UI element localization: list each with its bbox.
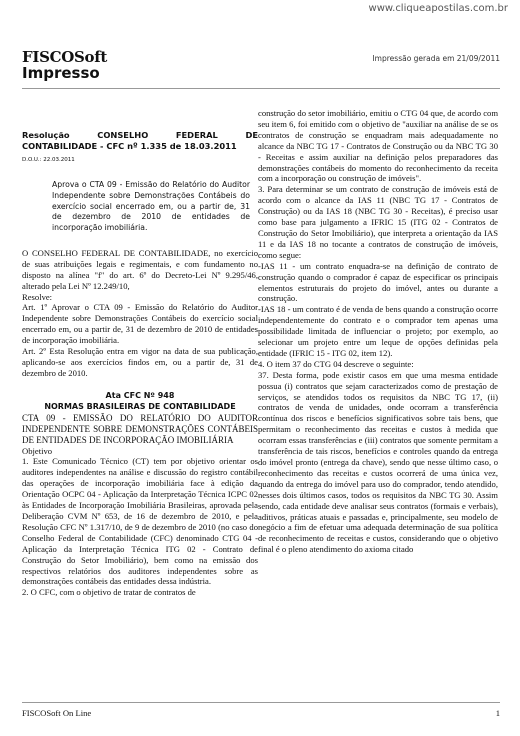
resolve-label: Resolve: <box>22 291 53 302</box>
item-2-continued: construção do setor imobiliário, emitiu o CTG 04 que, de acordo com seu item 6, foi emitido com o objetivo de "auxiliar na análise de se os contratos de construção se enquadram mais adequadamente no alcance da NBC TG 17 - Contratos de Construção ou da NBC TG 30 - Receitas e assim auxiliar na definição pelos preparadores das demonstrações contábeis do momento do reconhecimento da receita com a incorporação ou construção de imóveis". <box>258 108 498 184</box>
brand-subtitle: Impresso <box>22 64 100 82</box>
cta-title: CTA 09 - EMISSÃO DO RELATÓRIO DO AUDITOR INDEPENDENTE SOBRE DEMONSTRAÇÕES CONTÁBEIS DE ENTIDADES DE INCORPORAÇÃO IMOBILIÁRIA <box>22 412 258 445</box>
ias18-paragraph: -IAS 18 - um contrato é de venda de bens quando a construção ocorre independentemente do contrato e o comprador tem apenas uma possibilidade limitada de influenciar o projeto; por exemplo, ao selecionar um projeto entre um leque de opções definidas pela entidade (IFRIC 15 - ITG 02, item 12). <box>258 304 498 358</box>
objetivo-heading: Objetivo <box>22 445 53 456</box>
item-4: 4. O item 37 do CTG 04 descreve o seguinte: <box>258 358 414 369</box>
article-2: Art. 2º Esta Resolução entra em vigor na data de sua publicação, aplicando-se aos exercícios findos em, ou a partir de, 31 de dezembro de 2010. <box>22 346 258 378</box>
brand-name: FISCOSoft <box>22 48 108 66</box>
document-title-line1: Resolução CONSELHO FEDERAL DE <box>22 130 258 140</box>
publication-date: D.O.U.: 22.03.2011 <box>22 157 75 163</box>
item-3: 3. Para determinar se um contrato de construção de imóveis está de acordo com o alcance da IAS 11 (NBC TG 17 - Contratos de Construção) ou da IAS 18 (NBC TG 30 - Receitas), é preciso usar como base para julgamento a IFRIC 15 (ITG 02 - Contratos de Construção do Setor Imobiliário), que interpreta a orientação da IAS 11 e da IAS 18 no tocante a contratos de construção de imóveis, como segue: <box>258 184 498 260</box>
left-column <box>22 130 258 598</box>
page-number: 1 <box>495 708 500 718</box>
ementa: Aprova o CTA 09 - Emissão do Relatório do Auditor Independente sobre Demonstrações Contábeis do exercício social encerrado em, ou a partir de, 31 de dezembro de 2010 de entidades de incorporação imobiliária. <box>52 179 250 233</box>
generated-date: Impressão gerada em 21/09/2011 <box>372 54 500 63</box>
document-title-line2: CONTABILIDADE - CFC nº 1.335 de 18.03.2011 <box>22 141 237 151</box>
page-header <box>22 46 500 89</box>
footer-source: FISCOSoft On Line <box>22 708 92 718</box>
page-footer <box>22 702 500 723</box>
intro-paragraph: O CONSELHO FEDERAL DE CONTABILIDADE, no exercício de suas atribuições legais e regimentais, e com fundamento no disposto na alínea "f" do art. 6º do Decreto-Lei Nº 9.295/46, alterado pela Lei Nº 12.249/10, <box>22 247 258 291</box>
ias11-paragraph: -IAS 11 - um contrato enquadra-se na definição de contrato de construção quando o comprador é capaz de especificar os principais elementos estruturais do projeto do imóvel, antes ou durante a construção. <box>258 260 498 304</box>
normas-heading: NORMAS BRASILEIRAS DE CONTABILIDADE <box>44 401 236 411</box>
ata-heading: Ata CFC Nº 948 <box>105 390 175 400</box>
watermark-url: www.cliqueapostilas.com.br <box>368 3 508 14</box>
article-1: Art. 1º Aprovar o CTA 09 - Emissão do Relatório do Auditor Independente sobre Demonstrações Contábeis do exercício social encerrado em, ou a partir de, 31 de dezembro de 2010 de entidades de incorporação imobiliária. <box>22 302 258 346</box>
item-37: 37. Desta forma, pode existir casos em que uma mesma entidade possua (i) contratos que sejam caracterizados como de prestação de serviços, se atendidos todos os requisitos da NBC TG 17, (ii) contratos de venda de unidades, onde ocorram a transferência contínua dos riscos e benefícios significativos sobre tais bens, que permitam o reconhecimento das receitas e custos à medida que ocorram essas transferências e (iii) contratos que somente permitam a transferência de tais riscos, benefícios e controles quando da entrega do imóvel pronto (entrega da chave), sendo que nesse último caso, o reconhecimento das receitas e custos ocorrerá de uma única vez, quando da entrega do imóvel para uso do comprador, tendo atendido, nesses dois últimos casos, todos os requisitos da NBC TG 30. Assim sendo, cada entidade deve analisar seus contratos (formais e verbais), aditivos, práticas atuais e passadas e, principalmente, seu modelo de negócio a fim de efetuar uma adequada determinação de sua política de reconhecimento de receitas e custos, considerando que o objetivo final é o pleno atendimento do axioma citado <box>258 369 498 555</box>
item-2-start: 2. O CFC, com o objetivo de tratar de contratos de <box>22 587 196 598</box>
item-1: 1. Este Comunicado Técnico (CT) tem por objetivo orientar os auditores independentes na análise e discussão do registro contábil das operações de incorporação imobiliária face à edição da Orientação OCPC 04 - Aplicação da Interpretação Técnica ICPC 02 às Entidades de Incorporação Imobiliária Brasileiras, aprovada pela Deliberação CVM Nº 653, de 16 de dezembro de 2010, e pela Resolução CFC Nº 1.317/10, de 9 de dezembro de 2010 (no caso do Conselho Federal de Contabilidade (CFC) denominado CTG 04 - Aplicação da Interpretação Técnica ITG 02 - Contrato de Construção do Setor Imobiliário), bem como na emissão dos respectivos relatórios dos auditores independentes sobre as demonstrações contábeis das entidades dessa indústria. <box>22 456 258 587</box>
right-column <box>258 108 498 555</box>
